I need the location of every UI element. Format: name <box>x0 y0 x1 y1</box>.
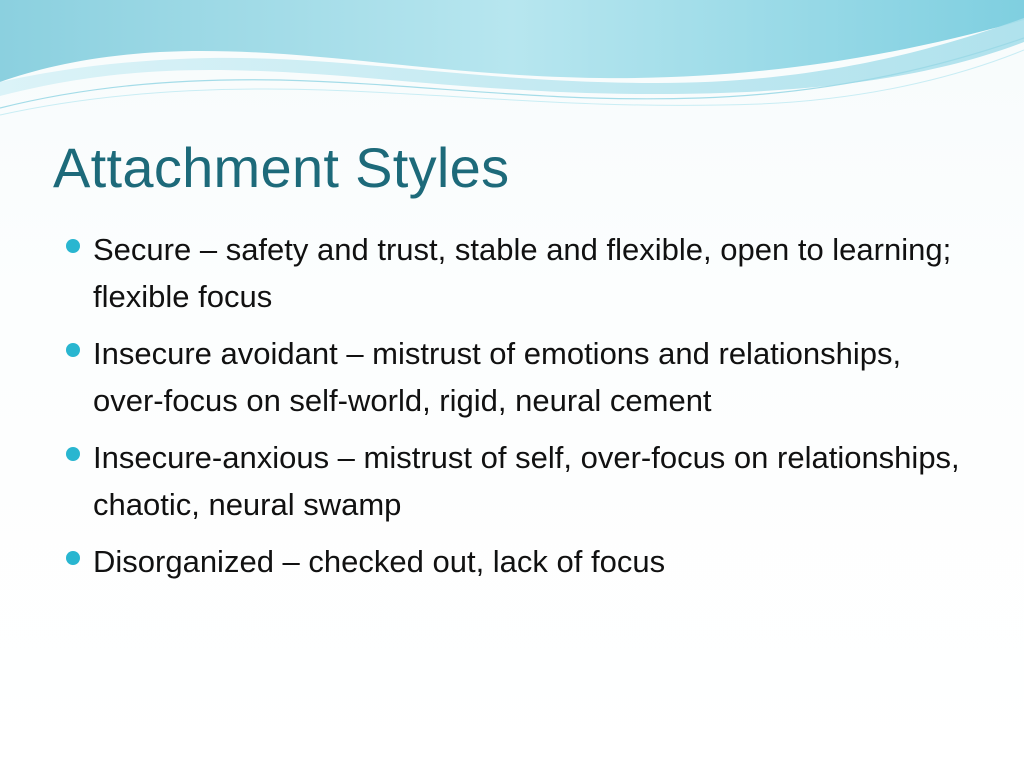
bullet-dot-icon <box>66 447 80 461</box>
list-item-disorganized <box>62 538 962 585</box>
list-item-insecure-anxious <box>62 434 962 528</box>
bullet-text: Insecure avoidant – mistrust of emotions and relationships, over-focus on self-world, rigid, neural cement <box>93 336 902 418</box>
list-item-insecure-avoidant <box>62 330 962 424</box>
bullet-dot-icon <box>66 343 80 357</box>
bullet-dot-icon <box>66 239 80 253</box>
bullet-dot-icon <box>66 551 80 565</box>
bullet-list <box>62 226 962 595</box>
bullet-text: Secure – safety and trust, stable and flexible, open to learning; flexible focus <box>93 232 952 314</box>
bullet-text: Insecure-anxious – mistrust of self, over-focus on relationships, chaotic, neural swamp <box>93 440 960 522</box>
list-item-secure <box>62 226 962 320</box>
bullet-text: Disorganized – checked out, lack of focus <box>93 544 666 579</box>
decorative-wave-header <box>0 0 1024 130</box>
slide-title: Attachment Styles <box>53 136 510 199</box>
